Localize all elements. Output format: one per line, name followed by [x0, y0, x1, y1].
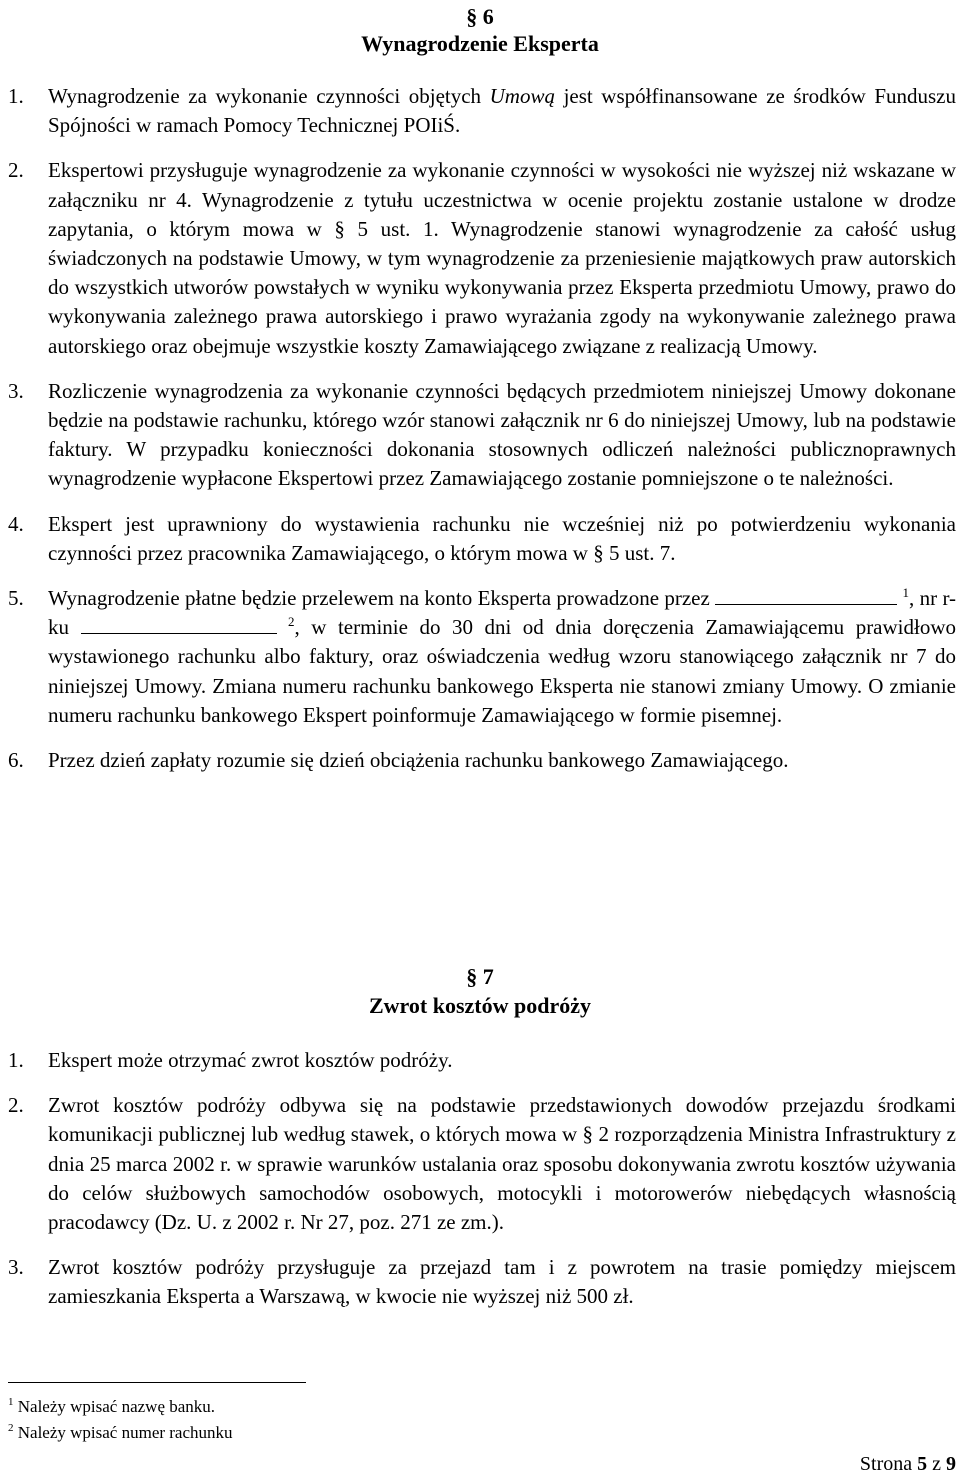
- item-number: 2.: [8, 158, 24, 183]
- item-text: Ekspert jest uprawniony do wystawienia rachunku nie wcześniej niż po potwierdzeniu wykonania czynności przez pracownika Zamawiającego, o którym mowa w § 5 ust. 7.: [48, 511, 956, 565]
- item-text: Zwrot kosztów podróży przysługuje za przejazd tam i z powrotem na trasie pomiędzy miejscem zamieszkania Eksperta a Warszawą, w kwocie nie wyższej niż 500 zł.: [48, 1255, 956, 1309]
- item-number: 6.: [8, 748, 24, 773]
- item-text: Wynagrodzenie za wykonanie czynności objętych Umową jest współfinansowane ze środków Funduszu Spójności w ramach Pomocy Technicznej POIiŚ.: [48, 84, 956, 138]
- list-item: [8, 584, 956, 730]
- section-7-title: Zwrot kosztów podróży: [368, 993, 592, 1018]
- footnote-separator: [8, 1382, 306, 1383]
- item-number: 3.: [8, 378, 24, 403]
- item-text: Ekspert może otrzymać zwrot kosztów podróży.: [48, 1048, 453, 1072]
- item-text: Przez dzień zapłaty rozumie się dzień obciążenia rachunku bankowego Zamawiającego.: [48, 748, 789, 773]
- item-text: Rozliczenie wynagrodzenia za wykonanie czynności będących przedmiotem niniejszej Umowy dokonane będzie na podstawie rachunku, którego wzór stanowi załącznik nr 6 do niniejszej Umowy, lub na podstawie faktury. W przypadku konieczności dokonania stosownych odliczeń należności publicznoprawnych wynagrodzenie wypłacone Ekspertowi przez Zamawiającego zostanie pomniejszone o te należności.: [48, 378, 956, 491]
- bank-name-blank: [715, 586, 897, 605]
- list-item: [8, 156, 956, 360]
- section-7-list: [8, 1046, 956, 1312]
- account-number-blank: [81, 615, 277, 634]
- item-number: 2.: [8, 1093, 24, 1118]
- item-number: 1.: [8, 84, 24, 108]
- list-item: [8, 377, 956, 494]
- section-6-title: Wynagrodzenie Eksperta: [361, 31, 599, 56]
- item-text: Zwrot kosztów podróży odbywa się na podstawie przedstawionych dowodów przejazdu środkami komunikacji publicznej lub według stawek, o których mowa w § 2 rozporządzenia Ministra Infrastruktury z dnia 25 marca 2002 r. w sprawie warunków ustalania oraz sposobu dokonywania zwrotu kosztów używania do celów służbowych samochodów osobowych, motocykli i motorowerów niebędących własnością pracodawcy (Dz. U. z 2002 r. Nr 27, poz. 271 ze zm.).: [48, 1093, 956, 1235]
- list-item: [8, 1253, 956, 1311]
- item-number: 3.: [8, 1255, 24, 1280]
- section-6-list: [8, 82, 956, 775]
- footnotes: [8, 1394, 233, 1446]
- section-7-mark: § 7: [466, 964, 494, 989]
- section-6-mark: § 6: [466, 4, 494, 29]
- list-item: [8, 510, 956, 568]
- footnote: $^1$ Należy wpisać nazwę banku.: [8, 1396, 216, 1416]
- list-item: [8, 1091, 956, 1237]
- item-number: 5.: [8, 586, 24, 611]
- list-item: [8, 746, 956, 775]
- footnote: $^2$ Należy wpisać numer rachunku: [8, 1422, 233, 1442]
- list-item: [8, 1046, 956, 1075]
- item-number: 1.: [8, 1048, 24, 1072]
- item-number: 4.: [8, 511, 24, 536]
- item-text: Ekspertowi przysługuje wynagrodzenie za wykonanie czynności w wysokości nie wyższej niż wskazane w załączniku nr 4. Wynagrodzenie z tytułu uczestnictwa w ocenie projektu zostanie ustalone w drodze zapytania, o którym mowa w § 5 ust. 1. Wynagrodzenie stanowi wynagrodzenie za całość usług świadczonych na podstawie Umowy, w tym wynagrodzenie za przeniesienie majątkowych praw autorskich do wszystkich utworów powstałych w wyniku wykonywania przez Eksperta przedmiotu Umowy, prawo do wykonywania zależnego prawa autorskiego i prawo wyrażania zgody na wykonywanie zależnego prawa autorskiego oraz obejmuje wszystkie koszty Zamawiającego związane z realizacją Umowy.: [48, 158, 956, 358]
- list-item: [8, 82, 956, 140]
- page-number: Strona 5 z 9: [859, 1453, 956, 1475]
- item-text: Wynagrodzenie płatne będzie przelewem na konto Eksperta prowadzone przez $^1$, nr r-ku $^2$, w terminie do 30 dni od dnia doręczenia Zamawiającemu prawidłowo wystawionego rachunku albo faktury, oraz oświadczenia według wzoru stanowiącego załącznik nr 7 do niniejszej Umowy. Zmiana numeru rachunku bankowego Eksperta nie stanowi zmiany Umowy. O zmianie numeru rachunku bankowego Ekspert poinformuje Zamawiającego w formie pisemnej.: [48, 585, 957, 727]
